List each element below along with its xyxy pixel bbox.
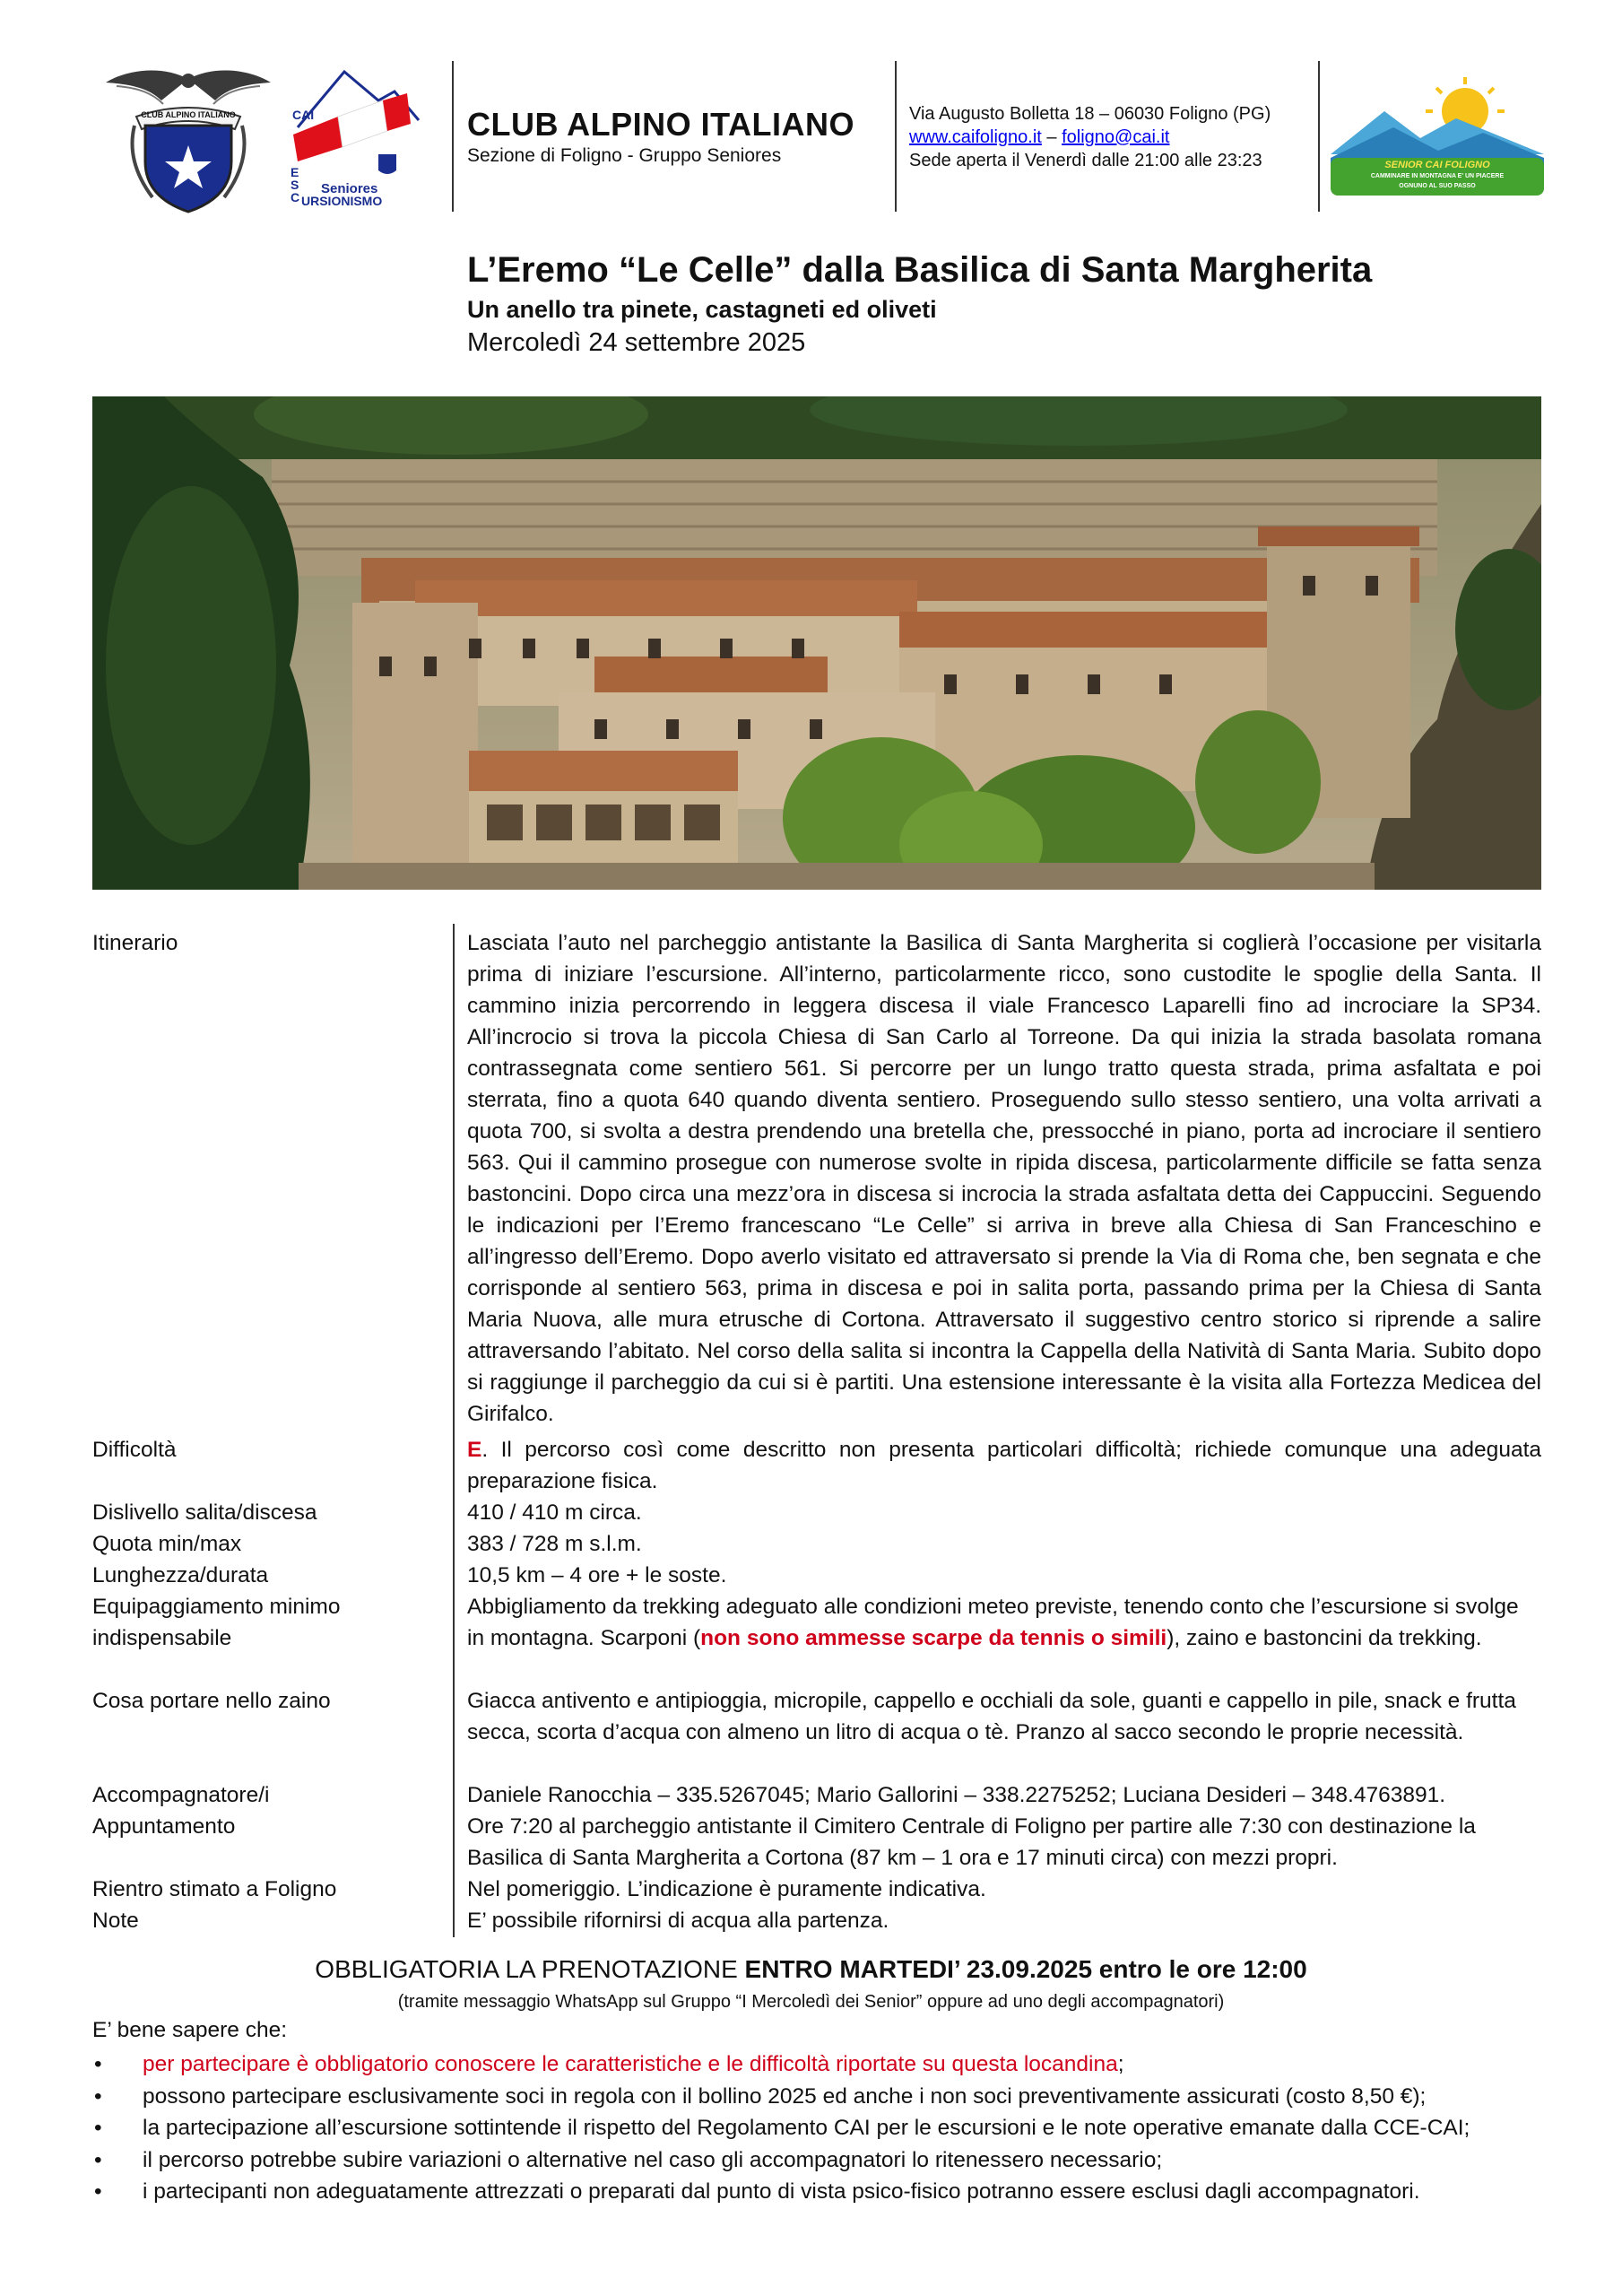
label-rientro: Rientro stimato a Foligno bbox=[92, 1877, 337, 1901]
equip-text-1: Abbigliamento da trekking adeguato alle condizioni meteo previste, tenendo conto che l’escursione si svolge in montagna. Scarponi ( bbox=[467, 1595, 1519, 1650]
item-5: i partecipanti non adeguatamente attrezzati o preparati dal punto di vista psico-fisico potranno essere esclusi dagli accompagnatori. bbox=[143, 2179, 1420, 2204]
label-quota: Quota min/max bbox=[92, 1532, 242, 1556]
label-appuntamento: Appuntamento bbox=[92, 1814, 236, 1839]
header-divider-2 bbox=[895, 61, 897, 212]
itinerario-text: Lasciata l’auto nel parcheggio antistante la Basilica di Santa Margherita si coglierà l’occasione per visitarla prima di iniziare l’escursione. All’interno, particolarmente ricco, sono custodite le spoglie della Santa. Il cammino inizia percorrendo in leggera discesa il viale Francesco Laparelli fino ad incrociare la SP34. All’incrocio si trova la piccola Chiesa di San Carlo al Torreone. Da qui inizia la strada basolata romana contrassegnata come sentiero 561. Si percorre per un lungo tratto questa strada, prima asfaltata e poi sterrata, fino a quota 640 quando diventa sentiero. Proseguendo sullo stesso sentiero, una volta arrivati a quota 700, si svolta a destra prendendo una bretella che, pressocché in piano, porta ad incrociare il sentiero 563. Qui il cammino prosegue con numerose svolte in ripida discesa, particolarmente difficile se fatta senza bastoncini. Dopo circa una mezz’ora in discesa si incrocia la strada asfaltata detta dei Cappuccini. Seguendo le indicazioni per l’Eremo francescano “Le Celle” si arriva in breve alla Chiesa di San Franceschino e all’ingresso dell’Eremo. Dopo averlo visitato ed attraversato si prende la Via di Roma che, ben segnata e che corrisponde al sentiero 563, prima in discesa e poi in salita porta, passando prima per la Chiesa di Santa Maria Nuova, alle mura etrusche di Cortona. Attraversato il suggestivo centro storico si riprende a salire attraversando l’abitato. Nel corso della salita si incontra la Cappella della Natività di Santa Maria. Subito dopo si raggiunge il parcheggio da cui si è partiti. Una estensione interessante è la visita alla Fortezza Medicea del Girifalco. bbox=[467, 931, 1541, 1426]
zaino-value: Giacca antivento e antipioggia, micropile, cappello e occhiali da sole, guanti e cappello in pile, snack e frutta secca, scorta d’acqua con almeno un litro di acqua o tè. Pranzo al sacco secondo le proprie necessità. bbox=[467, 1689, 1516, 1744]
list-item bbox=[92, 2081, 1581, 2113]
esc-logo-ursionismo: URSIONISMO bbox=[301, 194, 383, 208]
label-note: Note bbox=[92, 1909, 139, 1933]
cai-logo bbox=[99, 63, 278, 215]
esc-logo-s: S bbox=[291, 178, 299, 192]
item-3: la partecipazione all’escursione sottintende il rispetto del Regolamento CAI per le escursioni e le note operative emanate dalla CCE-CAI; bbox=[143, 2116, 1470, 2140]
note-value: E’ possibile rifornirsi di acqua alla partenza. bbox=[467, 1909, 889, 1933]
equipaggiamento-value bbox=[467, 1591, 1541, 1654]
booking-deadline: ENTRO MARTEDI’ 23.09.2025 entro le ore 12:00 bbox=[744, 1955, 1307, 1983]
label-equipaggiamento bbox=[92, 1591, 447, 1654]
list-item bbox=[92, 2144, 1581, 2177]
item-2: possono partecipare esclusivamente soci in regola con il bollino 2025 ed anche i non soci preventivamente assicurati (costo 8,50 €); bbox=[143, 2083, 1427, 2109]
dislivello-value: 410 / 410 m circa. bbox=[467, 1500, 642, 1525]
esc-logo-seniores: Seniores bbox=[321, 181, 378, 196]
quota-value: 383 / 728 m s.l.m. bbox=[467, 1532, 642, 1556]
good-to-know-list bbox=[92, 2048, 1581, 2208]
list-item bbox=[92, 2176, 1581, 2208]
event-subtitle: Un anello tra pinete, castagneti ed oliveti bbox=[467, 296, 937, 323]
senior-logo-motto-2: OGNUNO AL SUO PASSO bbox=[1399, 183, 1476, 189]
label-equip-line-2: indispensabile bbox=[92, 1626, 232, 1650]
header-divider-3 bbox=[1318, 61, 1320, 212]
bullet-glyph: • bbox=[94, 2116, 102, 2140]
section-name: Sezione di Foligno - Gruppo Seniores bbox=[467, 145, 782, 166]
contact-block bbox=[909, 102, 1271, 172]
label-lunghezza: Lunghezza/durata bbox=[92, 1563, 269, 1587]
equip-warning: non sono ammesse scarpe da tennis o simili bbox=[700, 1626, 1167, 1650]
senior-logo-title: SENIOR CAI FOLIGNO bbox=[1384, 160, 1490, 170]
esc-logo-e: E bbox=[291, 165, 299, 179]
hermitage-photo bbox=[92, 396, 1541, 890]
senior-logo-motto-1: CAMMINARE IN MONTAGNA E' UN PIACERE bbox=[1370, 173, 1505, 179]
links-line bbox=[909, 126, 1271, 149]
item-4: il percorso potrebbe subire variazioni o alternative nel caso gli accompagnatori lo ritenessero necessario; bbox=[143, 2147, 1163, 2172]
difficolta-grade: E bbox=[467, 1438, 482, 1462]
rientro-value: Nel pomeriggio. L’indicazione è puramente indicativa. bbox=[467, 1877, 986, 1901]
item-1-red: per partecipare è obbligatorio conoscere le caratteristiche e le difficoltà riportate su questa locandina bbox=[143, 2052, 1118, 2076]
good-to-know-heading: E’ bene sapere che: bbox=[92, 2018, 288, 2042]
list-item bbox=[92, 2112, 1581, 2144]
table-divider bbox=[453, 924, 455, 1937]
senior-cai-foligno-logo bbox=[1331, 75, 1544, 197]
item-1-tail: ; bbox=[1117, 2052, 1124, 2076]
label-itinerario: Itinerario bbox=[92, 931, 178, 955]
bullet-glyph: • bbox=[94, 2083, 102, 2109]
links-separator: – bbox=[1046, 127, 1057, 147]
event-title: L’Eremo “Le Celle” dalla Basilica di Santa Margherita bbox=[467, 250, 1373, 290]
label-equip-line-1: Equipaggiamento minimo bbox=[92, 1595, 341, 1619]
opening-hours: Sede aperta il Venerdì dalle 21:00 alle 23:23 bbox=[909, 151, 1262, 170]
escursionismo-seniores-logo bbox=[289, 65, 423, 208]
booking-note: (tramite messaggio WhatsApp sul Gruppo “I Mercoledì dei Senior” oppure ad uno degli accompagnatori) bbox=[397, 1992, 1225, 2012]
email-link[interactable]: foligno@cai.it bbox=[1062, 127, 1170, 147]
address: Via Augusto Bolletta 18 – 06030 Foligno (PG) bbox=[909, 104, 1271, 124]
esc-logo-c: C bbox=[291, 190, 300, 204]
accompagnatori-value: Daniele Ranocchia – 335.5267045; Mario Gallorini – 338.2275252; Luciana Desideri – 348.4763891. bbox=[467, 1783, 1446, 1807]
cai-logo-text: CLUB ALPINO ITALIANO bbox=[141, 110, 236, 119]
difficolta-value bbox=[467, 1434, 1541, 1497]
header-divider-1 bbox=[452, 61, 454, 212]
label-difficolta: Difficoltà bbox=[92, 1438, 177, 1462]
esc-logo-cai: CAI bbox=[292, 108, 315, 122]
label-dislivello: Dislivello salita/discesa bbox=[92, 1500, 317, 1525]
list-item bbox=[92, 2048, 1581, 2081]
website-link[interactable]: www.caifoligno.it bbox=[909, 127, 1042, 147]
bullet-glyph: • bbox=[94, 2179, 102, 2204]
booking-line bbox=[0, 1955, 1622, 1984]
lunghezza-value: 10,5 km – 4 ore + le soste. bbox=[467, 1563, 727, 1587]
label-zaino: Cosa portare nello zaino bbox=[92, 1689, 331, 1713]
equip-text-2: ), zaino e bastoncini da trekking. bbox=[1167, 1626, 1482, 1650]
club-name: CLUB ALPINO ITALIANO bbox=[467, 106, 854, 143]
difficolta-text: . Il percorso così come descritto non presenta particolari difficoltà; richiede comunque una adeguata preparazione fisica. bbox=[467, 1438, 1541, 1493]
event-date: Mercoledì 24 settembre 2025 bbox=[467, 328, 806, 357]
bullet-glyph: • bbox=[94, 2147, 102, 2172]
label-accompagnatori: Accompagnatore/i bbox=[92, 1783, 270, 1807]
appuntamento-value: Ore 7:20 al parcheggio antistante il Cimitero Centrale di Foligno per partire alle 7:30 con destinazione la Basilica di Santa Margherita a Cortona (87 km – 1 ora e 17 minuti circa) con mezzi propri. bbox=[467, 1814, 1476, 1870]
booking-plain: OBBLIGATORIA LA PRENOTAZIONE bbox=[315, 1955, 745, 1983]
bullet-glyph: • bbox=[94, 2052, 102, 2076]
